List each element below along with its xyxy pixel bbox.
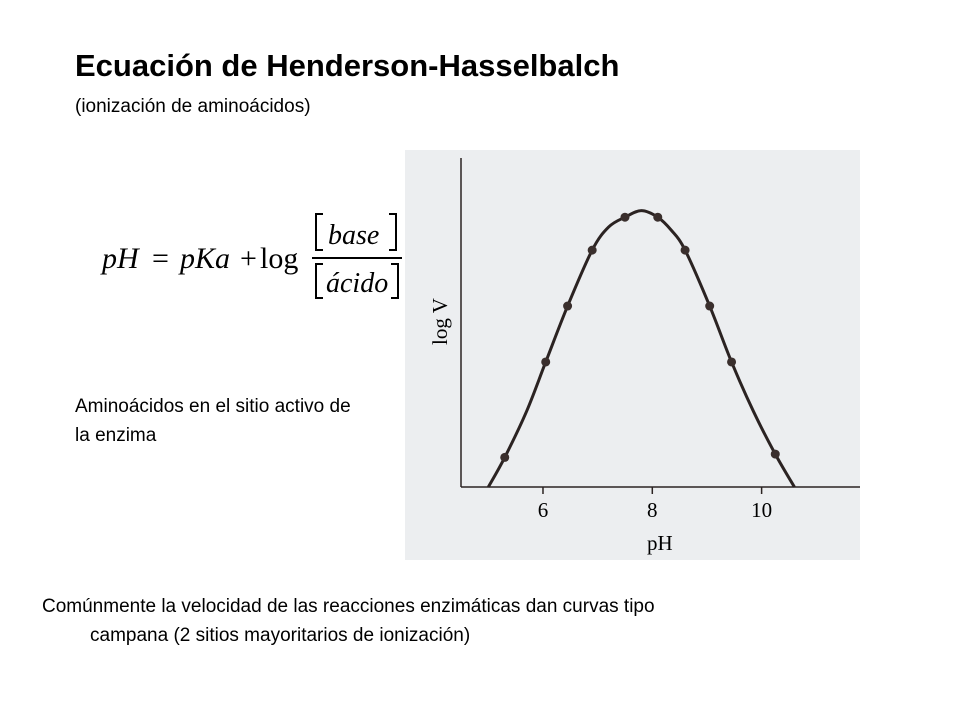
denominator-left-bracket — [316, 264, 323, 298]
henderson-hasselbalch-formula — [100, 200, 420, 310]
formula-equals: = — [152, 242, 169, 275]
side-note-line-1: Aminoácidos en el sitio activo de — [75, 396, 351, 417]
formula-pka: pKa — [180, 242, 231, 275]
formula-lhs: pH — [102, 242, 139, 275]
bottom-note-line-1: Comúnmente la velocidad de las reacciones enzimáticas dan curvas tipo — [42, 596, 655, 617]
x-tick-label-8: 8 — [647, 498, 658, 522]
x-axis-label: pH — [647, 531, 673, 555]
data-point-2 — [541, 357, 550, 366]
x-tick-label-6: 6 — [537, 498, 549, 522]
data-point-10 — [771, 450, 780, 459]
side-note — [75, 392, 435, 450]
slide-subtitle: (ionización de aminoácidos) — [75, 96, 311, 117]
data-point-4 — [588, 246, 597, 255]
formula-numerator: base — [328, 220, 380, 251]
side-note-line-2: la enzima — [75, 425, 157, 446]
enzyme-ph-chart — [405, 150, 860, 560]
data-point-6 — [653, 213, 662, 222]
y-axis-label: log V — [428, 298, 452, 345]
bottom-note — [42, 592, 902, 650]
numerator-left-bracket — [316, 214, 323, 250]
chart-svg — [405, 150, 860, 560]
data-point-1 — [500, 453, 509, 462]
data-point-3 — [563, 302, 572, 311]
chart-background — [405, 150, 860, 560]
data-point-5 — [620, 213, 629, 222]
data-point-7 — [681, 246, 690, 255]
formula-denominator: ácido — [326, 268, 389, 299]
denominator-right-bracket — [391, 264, 398, 298]
formula-log: log — [260, 242, 299, 275]
slide-title: Ecuación de Henderson-Hasselbalch — [75, 48, 620, 83]
bottom-note-line-2: campana (2 sitios mayoritarios de ionización) — [90, 625, 471, 646]
x-tick-label-10: 10 — [751, 498, 773, 522]
data-point-9 — [727, 357, 736, 366]
numerator-right-bracket — [389, 214, 396, 250]
data-point-8 — [705, 302, 714, 311]
formula-plus: + — [240, 242, 257, 275]
